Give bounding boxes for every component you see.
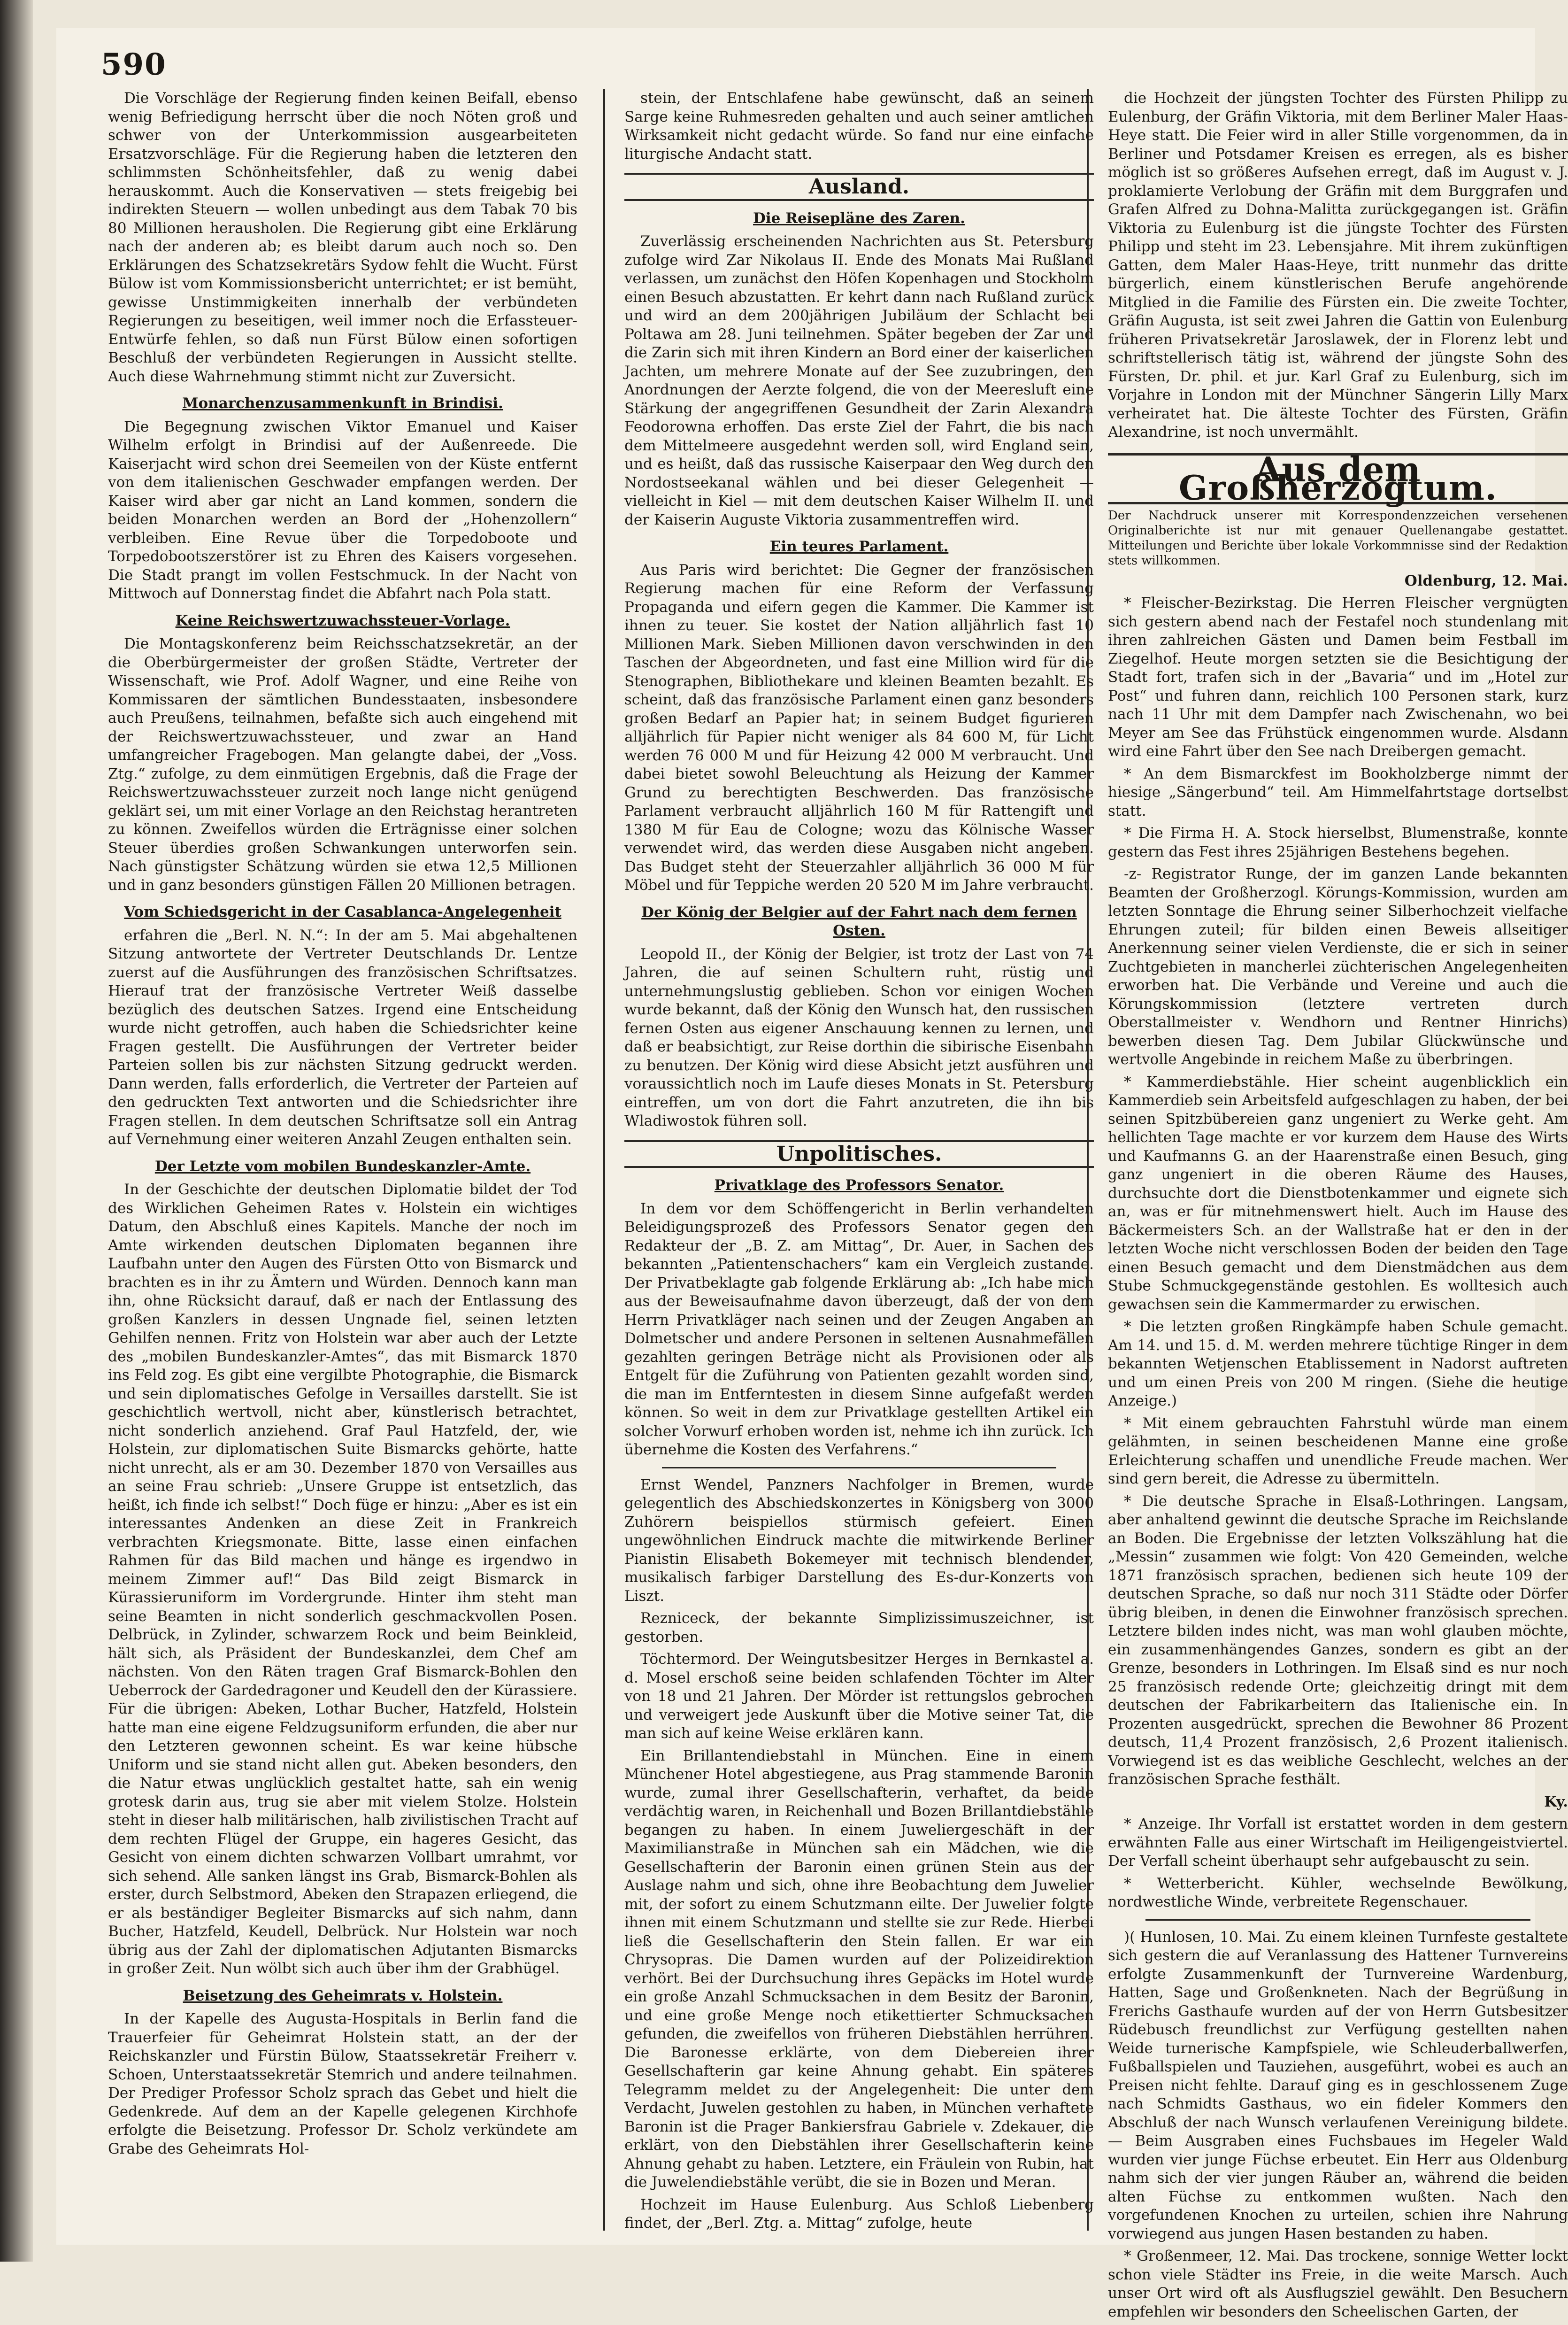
author-signature: Ky.	[1544, 1793, 1568, 1810]
article-text: * An dem Bismarckfest im Bookholzberge nimmt der hiesige „Sängerbund“ teil. Am Himmelfahrtstage dortselbst statt.	[1108, 765, 1568, 819]
article-text: Töchtermord. Der Weingutsbesitzer Herges in Bernkastel a. d. Mosel erschoß seine beiden schlafenden Töchter im Alter von 18 und 21 Jahren. Der Mörder ist rettungslos gebrochen und verweigert jede Auskunft über die Motive seiner Tat, die man sich auf keine Weise erklären kann.	[624, 1651, 1094, 1742]
article-text: * Großenmeer, 12. Mai. Das trockene, sonnige Wetter lockt schon viele Städter ins Freie, in die weite Marsch. Auch unser Ort wird oft als Ausflugsziel gewählt. Den Besuchern empfehlen wir besonders den Scheelischen Garten, der	[1108, 2248, 1568, 2320]
article-heading: Die Reisepläne des Zaren.	[753, 209, 965, 227]
article-heading: Vom Schiedsgericht in der Casablanca-Angelegenheit	[124, 904, 561, 920]
divider	[662, 1467, 1056, 1468]
column-rule-1	[603, 89, 605, 2231]
article-text: In der Kapelle des Augusta-Hospitals in Berlin fand die Trauerfeier für Geheimrat Holstein statt, an der der Reichskanzler und Fürstin Bülow, Staatssekretär Freiherr v. Schoen, Unterstaatssekretär Stemrich und andere teilnahmen. Der Prediger Professor Scholz sprach das Gebet und hielt die Gedenkrede. Auf dem an der Kapelle gelegenen Kirchhofe erfolgte die Beisetzung. Professor Dr. Scholz verkündete am Grabe des Geheimrats Hol-	[108, 2010, 577, 2157]
article-text: Ein Brillantendiebstahl in München. Eine in einem Münchener Hotel abgestiegene, aus Prag stammende Baronin wurde, zumal ihrer Gesellschafterin, verhaftet, da beide verdächtig waren, in Reichenhall und Bozen Brillantdiebstähle begangen zu haben. In einem Juweliergeschäft in der Maximilianstraße in München sah ein Mädchen, wie die Gesellschafterin der Baronin einen grünen Stein aus der Auslage nahm und sich, ohne ihre Beobachtung dem Juwelier mit, der sofort zu einem Schutzmann eilte. Der Juwelier folgte ihnen mit einem Schutzmann und stellte sie zur Rede. Hierbei ließ die Gesellschafterin den Stein fallen. Er war ein Chrysopras. Die Damen wurden auf der Polizeidirektion verhört. Bei der Durchsuchung ihres Gepäcks im Hotel wurde ein große Anzahl Schmucksachen in dem Besitz der Baronin, und eine große Menge noch etikettierter Schmucksachen gefunden, die zweifellos von früheren Diebstählen herrühren. Die Baronesse erklärte, von dem Diebereien ihrer Gesellschafterin gar keine Ahnung gehabt. Ein späteres Telegramm meldet zu der Angelegenheit: Die unter dem Verdacht, Juwelen gestohlen zu haben, in München verhaftete Baronin ist die Prager Bankiersfrau Gabriele v. Zdekauer, die erklärt, von den Diebstählen ihrer Gesellschafterin keine Ahnung gehabt zu haben. Letztere, ein Fräulein von Rubin, hat die Juwelendiebstähle verübt, die sie in Bozen und Meran.	[624, 1747, 1094, 2191]
article-text: die Hochzeit der jüngsten Tochter des Fürsten Philipp zu Eulenburg, der Gräfin Viktoria, mit dem Berliner Maler Haas-Heye statt. Die Feier wird in aller Stille vorgenommen, da in Berliner und Potsdamer Kreisen es erregen, als es bisher möglich ist so größeres Aufsehen erregt, daß im August v. J. proklamierte Verlobung der Gräfin mit dem Burggrafen und Grafen Alfred zu Dohna-Malitta zurückgegangen ist. Gräfin Viktoria zu Eulenburg ist die jüngste Tochter des Fürsten Philipp und steht im 23. Lebensjahre. Mit ihrem zukünftigen Gatten, dem Maler Haas-Heye, tritt nunmehr das dritte bürgerlich, einem künstlerischen Berufe angehörende Mitglied in die Familie des Fürsten ein. Die zweite Tochter, Gräfin Augusta, ist seit zwei Jahren die Gattin von Eulenburg früheren Privatsekretär Jaroslawek, der in Florenz lebt und schriftstellerisch tätig ist, während der jüngste Sohn des Fürsten, Dr. phil. et jur. Karl Graf zu Eulenburg, sich im Vorjahre in London mit der Münchner Sängerin Lilly Marx verheiratet hat. Die älteste Tochter des Fürsten, Gräfin Alexandrine, ist noch unvermählt.	[1108, 90, 1568, 440]
article-text: * Fleischer-Bezirkstag. Die Herren Fleischer vergnügten sich gestern abend nach der Festafel noch stundenlang mit ihren zahlreichen Gästen und Damen beim Festball im Ziegelhof. Heute morgen setzten sie die Besichtigung der Stadt fort, trafen sich in der „Bavaria“ und im „Hotel zur Post“ und fuhren dann, reichlich 100 Personen stark, kurz nach 11 Uhr mit dem Dampfer nach Zwischenahn, wo bei Meyer am See das Frühstück eingenommen wurde. Alsdann wird eine Fahrt über den See nach Dreibergen gemacht.	[1108, 595, 1568, 760]
scan-edge	[0, 0, 33, 2262]
article-heading: Keine Reichswertzuwachssteuer-Vorlage.	[175, 612, 510, 629]
divider	[1145, 1919, 1530, 1921]
section-title-ausland: Ausland.	[624, 173, 1094, 201]
newspaper-page	[56, 28, 1568, 2320]
article-text: * Die deutsche Sprache in Elsaß-Lothringen. Langsam, aber anhaltend gewinnt die deutsche Sprache im Reichslande an Boden. Die Ergebnisse der letzten Volkszählung hat die „Messin“ zusammen wie folgt: Von 420 Gemeinden, welche 1871 französisch sprachen, bedienen sich heute 109 der deutschen Sprache, so daß nur noch 311 Städte oder Dörfer übrig bleiben, in denen die Einwohner französisch sprechen. Letztere bilden indes nicht, was man wohl glauben möchte, ein zusammenhängendes Ganzes, sondern es gibt an der Grenze, besonders in Lothringen. Im Elsaß sind es nur noch 25 französisch redende Orte; gleichzeitig dringt mit dem deutschen der Fabrikarbeitern das Italienische ein. In Prozenten ausgedrückt, sprechen die Bewohner 86 Prozent deutsch, 11,4 Prozent französisch, 2,6 Prozent italienisch. Vorwiegend ist es das weibliche Geschlecht, welches an der französischen Sprache festhält.	[1108, 1492, 1568, 1788]
article-text: In der Geschichte der deutschen Diplomatie bildet der Tod des Wirklichen Geheimen Rates v. Holstein ein wichtiges Datum, den Abschluß eines Kapitels. Manche der noch im Amte wirkenden deutschen Diplomaten begannen ihre Laufbahn unter den Augen des Fürsten Otto von Bismarck und brachten es in ihr zu Ämtern und Würden. Dennoch kann man ihn, ohne Rücksicht darauf, daß er nach der Entlassung des großen Kanzlers in dessen Ungnade fiel, seinen letzten Gehilfen nennen. Fritz von Holstein war aber auch der Letzte des „mobilen Bundeskanzler-Amtes“, das mit Bismarck 1870 ins Feld zog. Es gibt eine vergilbte Photographie, die Bismarck und sein diplomatisches Gefolge in Versailles darstellt. Sie ist geschichtlich wertvoll, nicht aber, künstlerisch betrachtet, nicht sonderlich anziehend. Graf Paul Hatzfeld, der, wie Holstein, zur diplomatischen Suite Bismarcks gehörte, hatte nicht unrecht, als er am 30. Dezember 1870 von Versailles aus an seine Frau schrieb: „Unsere Gruppe ist entsetzlich, das heißt, ich finde ich selbst!“ Doch füge er hinzu: „Aber es ist ein interessantes Andenken an diese Zeit in Frankreich verbrachten Kriegsmonate. Bitte, lasse einen einfachen Rahmen für das Bild machen und hänge es irgendwo in meinem Zimmer auf!“ Das Bild zeigt Bismarck in Kürassieruniform im Vordergrunde. Hinter ihm steht man seine Beamten in nicht sonderlich geschmackvollen Posen. Delbrück, in Zylinder, schwarzem Rock und beim Beinkleid, hält sich, als Präsident der Bundeskanzlei, dem Chef am nächsten. Von den Räten tragen Graf Bismarck-Bohlen den Ueberrock der Gardedragoner und Keudell den der Kürassiere. Für die übrigen: Abeken, Lothar Bucher, Hatzfeld, Holstein hatte man eine eigene Feldzugsuniform erfunden, die aber nur den Letzteren gewonnen scheint. Es war keine hübsche Uniform und sie stand nicht allen gut. Abeken besonders, den die Natur etwas unglücklich gestaltet hatte, sah ein wenig grotesk darin aus, trug sie aber mit vielem Stolze. Holstein steht in dieser halb militärischen, halb zivilistischen Tracht auf dem rechten Flügel der Gruppe, ein hageres Gesicht, das Gesicht von einem dichten schwarzen Vollbart umrahmt, vor sich sehend. Alle sanken längst ins Grab, Bismarck-Bohlen als erster, durch Selbstmord, Abeken den Strapazen erliegend, die er als beständiger Begleiter Bismarcks auf sich nahm, dann Bucher, Hatzfeld, Keudell, Delbrück. Nur Holstein war noch übrig aus der Zahl der diplomatischen Adjutanten Bismarcks in großer Zeit. Nun wölbt sich auch über ihm der Grabhügel.	[108, 1181, 577, 1977]
article-text: Ernst Wendel, Panzners Nachfolger in Bremen, wurde gelegentlich des Abschiedskonzertes in Königsberg von 3000 Zuhörern beispiellos stürmisch gefeiert. Einen ungewöhnlichen Eindruck machte die mitwirkende Berliner Pianistin Elisabeth Bokemeyer mit technisch blendender, musikalisch farbiger Darstellung des Es-dur-Konzerts von Liszt.	[624, 1476, 1094, 1605]
section-title-grossherzogtum: Aus dem Großherzogtum.	[1108, 453, 1568, 504]
article-text: * Mit einem gebrauchten Fahrstuhl würde man einem gelähmten, in seinen bescheidenen Manne eine große Erleichterung schaffen und unendliche Freude machen. Wer sind gern bereit, die Adresse zu übermitteln.	[1108, 1414, 1568, 1487]
article-text: -z- Registrator Runge, der im ganzen Lande bekannten Beamten der Großherzogl. Körungs-Kommission, wurden am letzten Sonntage die Ehrung seiner Silberhochzeit vielfache Ehrungen zuteil; für bilden einen Beweis allseitiger Anerkennung seiner vielen Verdienste, die er sich in seiner Zuchtgebieten in mancherlei züchterischen Angelegenheiten erworben hat. Die Verbände und Vereine und auch die Körungskommission (letztere vertreten durch Oberstallmeister v. Wendhorn und Rentner Hinrichs) bewerben diesen Tag. Dem Jubilar Glückwünsche und wertvolle Angebinde in reichem Maße zu überbringen.	[1108, 865, 1568, 1068]
article-heading: Ein teures Parlament.	[769, 538, 949, 555]
article-text: )( Hunlosen, 10. Mai. Zu einem kleinen Turnfeste gestaltete sich gestern die auf Veranlassung des Hattener Turnvereins erfolgte Zusammenkunft der Turnvereine Wardenburg, Hatten, Sage und Großenkneten. Nach der Begrüßung in Frerichs Gasthaufe wurden auf der von Herrn Gutsbesitzer Rüdebusch freundlichst zur Verfügung gestellten nahen Weide turnerische Kampfspiele, wie Schleuderballwerfen, Fußballspielen und Tauziehen, ausgeführt, wobei es auch an Preisen nicht fehlte. Darauf ging es in geschlossenem Zuge nach Schmidts Gasthaus, wo ein fideler Kommers den Abschluß der nach Wunsch verlaufenen Vereinigung bildete. — Beim Ausgraben eines Fuchsbaues im Hegeler Wald wurden vier junge Füchse erbeutet. Ein Herr aus Oldenburg nahm sich der vier jungen Räuber an, während die beiden alten Füchse zu entkommen wußten. Nach den vorgefundenen Knochen zu urteilen, schien ihre Nahrung vorwiegend aus jungen Hasen bestanden zu haben.	[1108, 1928, 1568, 2242]
article-heading: Privatklage des Professors Senator.	[714, 1177, 1004, 1194]
article-heading: Monarchenzusammenkunft in Brindisi.	[182, 395, 503, 412]
article-text: In dem vor dem Schöffengericht in Berlin verhandelten Beleidigungsprozeß des Professors Senator gegen den Redakteur der „B. Z. am Mittag“, Dr. Auer, in Sachen des bekannten „Patientenschachers“ kam ein Vergleich zustande. Der Privatbeklagte gab folgende Erklärung ab: „Ich habe mich aus der Beweisaufnahme davon überzeugt, daß der von dem Herrn Privatkläger nach seinen und der Zeugen Angaben an Dolmetscher und andere Personen in seltenen Ausnahmefällen gezahlten geringen Beträge nicht als Provisionen oder als Entgelt für die Zuführung von Patienten gezahlt worden sind, die man im Entferntesten in diesem Sinne aufgefaßt werden können. So weit in dem zur Privatklage gestellten Artikel ein solcher Vorwurf erhoben worden ist, nehme ich ihn zurück. Ich übernehme die Kosten des Verfahrens.“	[624, 1200, 1094, 1458]
article-text: * Anzeige. Ihr Vorfall ist erstattet worden in dem gestern erwähnten Falle aus einer Wirtschaft im Heiligengeistviertel. Der Verfall scheint überhaupt sehr aufgebauscht zu sein.	[1108, 1815, 1568, 1869]
article-text: Die Vorschläge der Regierung finden keinen Beifall, ebenso wenig Befriedigung herrscht über die noch Nöten groß und schwer von der Unterkommission ausgearbeiteten Ersatzvorschläge. Für die Regierung haben die letzteren den schlimmsten Schönheitsfehler, daß zu wenig dabei herauskommt. Auch die Konservativen — stets freigebig bei indirekten Steuern — wollen unbedingt aus dem Tabak 70 bis 80 Millionen herausholen. Die Regierung gibt eine Erklärung nach der anderen ab; es bleibt darum auch noch so. Den Erklärungen des Schatzsekretärs Sydow fehlt die Wucht. Fürst Bülow ist vom Kommissionsbericht unterrichtet; er ist bemüht, gewisse Unstimmigkeiten innerhalb der verbündeten Regierungen zu beseitigen, weil immer noch die Erfassteuer-Entwürfe fehlen, so daß nun Fürst Bülow einen sofortigen Beschluß der verbündeten Regierungen in Aussicht stellte. Auch diese Wahrnehmung stimmt nicht zur Zuversicht.	[108, 90, 577, 385]
article-text: Rezniceck, der bekannte Simplizissimuszeichner, ist gestorben.	[624, 1610, 1094, 1645]
article-text: * Wetterbericht. Kühler, wechselnde Bewölkung, nordwestliche Winde, verbreitete Regenschauer.	[1108, 1875, 1568, 1910]
article-text: Zuverlässig erscheinenden Nachrichten aus St. Petersburg zufolge wird Zar Nikolaus II. Ende des Monats Mai Rußland verlassen, um zunächst den Höfen Kopenhagen und Stockholm einen Besuch abzustatten. Er kehrt dann nach Rußland zurück und wird an dem 200jährigen Jubiläum der Schlacht bei Poltawa am 28. Juni teilnehmen. Später begeben der Zar und die Zarin sich mit ihren Kindern an Bord einer der kaiserlichen Jachten, um mehrere Monate auf der See zuzubringen, den Anordnungen der Aerzte folgend, die von der Meeresluft eine Stärkung der angegriffenen Gesundheit der Zarin Alexandra Feodorowna erhoffen. Das erste Ziel der Fahrt, die bis nach dem Mittelmeere ausgedehnt werden soll, wird England sein, und es heißt, daß das russische Kaiserpaar den Weg durch den Nordostseekanal wählen und bei dieser Gelegenheit — vielleicht in Kiel — mit dem deutschen Kaiser Wilhelm II. und der Kaiserin Auguste Viktoria zusammentreffen wird.	[624, 233, 1094, 528]
article-text: Die Begegnung zwischen Viktor Emanuel und Kaiser Wilhelm erfolgt in Brindisi auf der Außenreede. Die Kaiserjacht wird schon drei Seemeilen von der Küste entfernt von dem italienischen Geschwader empfangen werden. Der Kaiser wird aber gar nicht an Land kommen, sondern die beiden Monarchen werden an Bord der „Hohenzollern“ verbleiben. Eine Revue über die Torpedoboote und Torpedobootszerstörer ist zu Ehren des Kaisers vorgesehen. Die Stadt prangt im vollen Festschmuck. In der Nacht von Mittwoch auf Donnerstag findet die Abfahrt nach Pola statt.	[108, 418, 577, 602]
article-text: * Kammerdiebstähle. Hier scheint augenblicklich ein Kammerdieb sein Arbeitsfeld aufgeschlagen zu haben, der bei seinen Spitzbübereien ganz ungeniert zu Werke geht. Am hellichten Tage machte er vor kurzem dem Hause des Wirts und Kaufmanns G. an der Haarenstraße einen Besuch, ging ganz ungeniert in die oberen Räume des Hauses, durchsuchte dort die Dienstbotenkammer und eignete sich an, was er für mitnehmenswert hielt. Auch im Hause des Bäckermeisters Sch. an der Wallstraße hat er den in der letzten Woche nicht verschlossen Boden der beiden den Tage einen Besuch gemacht und dem Dienstmädchen aus dem Stube Schmuckgegenstände gestohlen. Es wolltesich auch gewachsen sein die Kammermarder zu erwischen.	[1108, 1073, 1568, 1313]
section-title-unpolitisches: Unpolitisches.	[624, 1140, 1094, 1168]
article-text: Aus Paris wird berichtet: Die Gegner der französischen Regierung machen für eine Reform der Verfassung Propaganda und eifern gegen die Kammer. Die Kammer ist ihnen zu teuer. Sie kostet der Nation alljährlich fast 10 Millionen Mark. Sieben Millionen davon verschwinden in den Taschen der Abgeordneten, und fast eine Million wird für die Stenographen, Bibliothekare und kleinen Beamten bezahlt. Es scheint, daß das französische Parlament einen ganz besonders großen Bedarf an Papier hat; in seinem Budget figurieren alljährlich für Papier nicht weniger als 84 600 M, für Licht werden 76 000 M und für Heizung 42 000 M verbraucht. Und dabei bietet sowohl Beleuchtung als Heizung der Kammer Grund zu berechtigten Beschwerden. Das französische Parlament verbraucht alljährlich 160 M für Rattengift und 1380 M für Eau de Cologne; wozu das Kölnische Wasser verwendet wird, das werden diese Ausgaben nicht angeben. Das Budget steht der Steuerzahler alljährlich 36 000 M für Möbel und für Teppiche werden 20 520 M im Jahre verbraucht.	[624, 561, 1094, 894]
reprint-notice: Der Nachdruck unserer mit Korrespondenzzeichen versehenen Originalberichte ist nur mit genauer Quellenangabe gestattet. Mitteilungen und Berichte über lokale Vorkommnisse sind der Redaktion stets willkommen.	[1108, 508, 1568, 568]
column-3	[1108, 89, 1568, 2325]
article-text: erfahren die „Berl. N. N.“: In der am 5. Mai abgehaltenen Sitzung antwortete der Vertreter Deutschlands Dr. Lentze zuerst auf die Ausführungen des französischen Schriftsatzes. Hierauf trat der französische Vertreter Weiß dasselbe bezüglich des deutschen Satzes. Irgend eine Entscheidung wurde nicht getroffen, auch haben die Schiedsrichter keine Fragen gestellt. Die Ausführungen der Vertreter beider Parteien sollen bis zur nächsten Sitzung gedruckt werden. Dann werden, falls erforderlich, die Vertreter der Parteien auf den gedruckten Text antworten und die Schiedsrichter ihre Fragen stellen. In dem deutschen Schriftsatze soll ein Antrag auf Vernehmung einer weiteren Anzahl Zeugen enthalten sein.	[108, 927, 577, 1148]
article-text: Die Montagskonferenz beim Reichsschatzsekretär, an der die Oberbürgermeister der großen Städte, Vertreter der Wissenschaft, wie Prof. Adolf Wagner, und eine Reihe von Kommissaren der sämtlichen Bundesstaaten, insbesondere auch Preußens, teilnahmen, befaßte sich auch eingehend mit der Reichswertzuwachssteuer, und zwar an Hand umfangreicher Fragebogen. Man gelangte dabei, der „Voss. Ztg.“ zufolge, zu dem einmütigen Ergebnis, daß die Frage der Reichswertzuwachssteuer zurzeit noch lange nicht genügend geklärt sei, um mit einer Vorlage an den Reichstag herantreten zu können. Zweifellos würden die Erträgnisse einer solchen Steuer überdies großen Schwankungen unterworfen sein. Nach günstigster Schätzung würden sie etwa 12,5 Millionen und in ganz besonders günstigen Fällen 20 Millionen betragen.	[108, 635, 577, 894]
article-text: * Die letzten großen Ringkämpfe haben Schule gemacht. Am 14. und 15. d. M. werden mehrere tüchtige Ringer in dem bekannten Wetjenschen Etablissement in Nadorst auftreten und um einen Preis von 200 M ringen. (Siehe die heutige Anzeige.)	[1108, 1318, 1568, 1409]
article-heading: Beisetzung des Geheimrats v. Holstein.	[183, 1987, 503, 2004]
article-heading: Der Letzte vom mobilen Bundeskanzler-Amte.	[154, 1158, 531, 1175]
column-1	[108, 89, 577, 2162]
article-text: Leopold II., der König der Belgier, ist trotz der Last von 74 Jahren, die auf seinen Schultern ruht, rüstig und unternehmungslustig geblieben. Schon vor einigen Wochen wurde bekannt, daß der König den Wunsch hat, den russischen fernen Osten aus eigener Anschauung kennen zu lernen, und daß er beabsichtigt, zur Reise dorthin die sibirische Eisenbahn zu benutzen. Der König wird diese Absicht jetzt ausführen und voraussichtlich noch im Laufe dieses Monats in St. Petersburg eintreffen, um von dort die Fahrt anzutreten, die ihn bis Wladiwostok führen soll.	[624, 945, 1094, 1129]
column-2	[624, 89, 1094, 2237]
article-text: stein, der Entschlafene habe gewünscht, daß an seinem Sarge keine Ruhmesreden gehalten und auch seiner amtlichen Wirksamkeit nicht gedacht würde. So fand nur eine einfache liturgische Andacht statt.	[624, 90, 1094, 162]
article-heading: Der König der Belgier auf der Fahrt nach dem fernen Osten.	[641, 904, 1077, 939]
article-text: Hochzeit im Hause Eulenburg. Aus Schloß Liebenberg findet, der „Berl. Ztg. a. Mittag“ zufolge, heute	[624, 2196, 1094, 2232]
dateline: Oldenburg, 12. Mai.	[1404, 572, 1568, 589]
page-number: 590	[101, 47, 167, 82]
article-text: * Die Firma H. A. Stock hierselbst, Blumenstraße, konnte gestern das Fest ihres 25jährigen Bestehens begehen.	[1108, 825, 1568, 860]
